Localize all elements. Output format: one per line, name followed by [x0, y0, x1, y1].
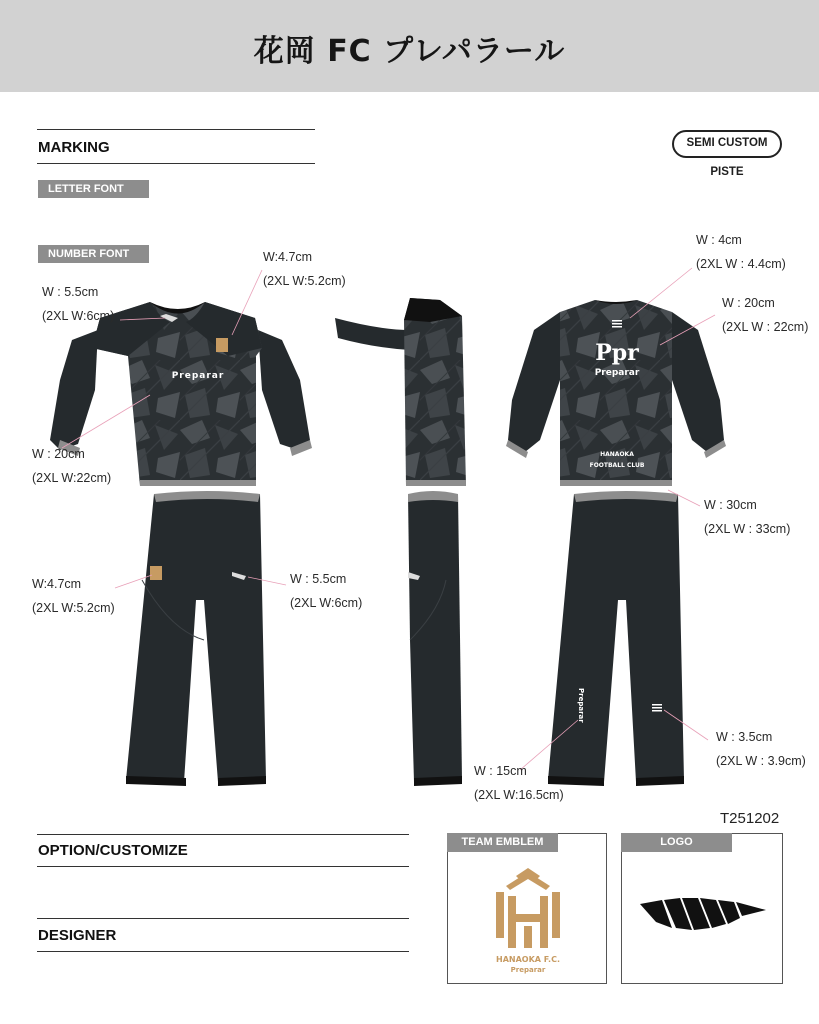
marking-heading: MARKING [38, 139, 110, 156]
divider [37, 918, 409, 919]
measurement-pants-emblem: W:4.7cm (2XL W:5.2cm) [32, 577, 115, 615]
back-club-text-2: FOOTBALL CLUB [589, 462, 645, 469]
designer-heading: DESIGNER [38, 927, 117, 944]
divider [37, 951, 409, 952]
semi-custom-badge: SEMI CUSTOM [672, 130, 782, 158]
divider [37, 834, 409, 835]
measurement-front-chest: W : 20cm (2XL W:22cm) [32, 447, 112, 485]
measurement-back-neck: W : 4cm (2XL W : 4.4cm) [696, 233, 786, 271]
number-font-tag: NUMBER FONT [38, 245, 149, 263]
back-top [506, 300, 726, 486]
option-heading: OPTION/CUSTOMIZE [38, 842, 188, 859]
divider [37, 866, 409, 867]
measurement-pants-text: W : 15cm (2XL W:16.5cm) [474, 764, 564, 802]
back-pants [548, 491, 684, 786]
measurement-pants-mark: W : 3.5cm (2XL W : 3.9cm) [716, 730, 806, 768]
measurement-front-emblem: W:4.7cm (2XL W:5.2cm) [263, 250, 346, 288]
logo-box [621, 833, 783, 984]
front-pants [126, 491, 266, 786]
back-club-text-1: HANAOKA [600, 451, 634, 458]
team-emblem-tag: TEAM EMBLEM [447, 833, 558, 852]
product-type: PISTE [710, 166, 744, 178]
emblem-text-1: HANAOKA F.C. [496, 955, 560, 964]
side-pants [408, 491, 462, 786]
measurement-front-logo: W : 5.5cm (2XL W:6cm) [42, 285, 115, 323]
team-emblem-icon [448, 834, 608, 985]
team-emblem-box [447, 833, 607, 984]
brand-logo-icon [622, 834, 784, 985]
logo-tag: LOGO [621, 833, 732, 852]
back-logo-text: Ppr [595, 340, 639, 366]
measurement-pants-logo: W : 5.5cm (2XL W:6cm) [290, 572, 363, 610]
side-top [335, 298, 466, 486]
measurement-back-logo: W : 20cm (2XL W : 22cm) [722, 296, 809, 334]
back-sub-text: Preparar [594, 368, 640, 378]
letter-font-tag: LETTER FONT [38, 180, 149, 198]
product-code: T251202 [720, 810, 780, 827]
pants-leg-text: Preparar [577, 688, 585, 723]
measurement-back-club: W : 30cm (2XL W : 33cm) [704, 498, 791, 536]
emblem-text-2: Preparar [510, 966, 546, 974]
page-title: 花岡 FC プレパラール [253, 34, 566, 69]
front-chest-text: Preparar [171, 371, 225, 381]
